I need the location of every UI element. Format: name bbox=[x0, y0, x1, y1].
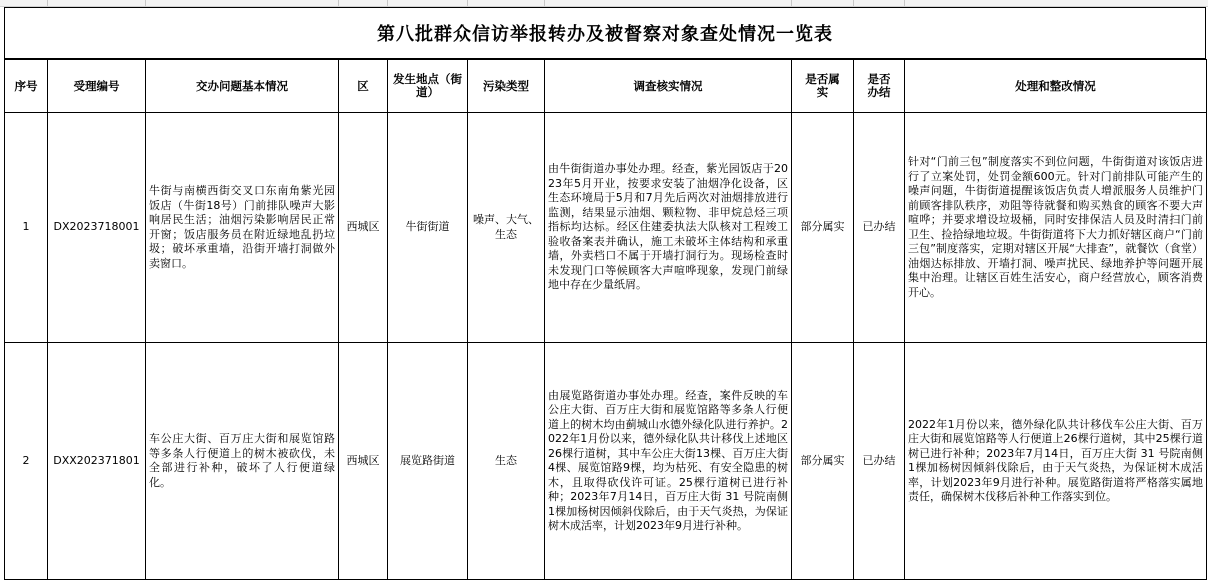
spreadsheet-column-strip bbox=[0, 0, 1208, 7]
header-investigation: 调查核实情况 bbox=[545, 60, 792, 113]
header-verified: 是否属实 bbox=[792, 60, 854, 113]
header-seq: 序号 bbox=[5, 60, 48, 113]
table-row bbox=[5, 113, 1207, 343]
cell-location: 牛街街道 bbox=[388, 113, 468, 343]
cell-seq: 1 bbox=[5, 113, 48, 343]
cell-pollution-type: 噪声、大气、生态 bbox=[468, 113, 545, 343]
cell-seq: 2 bbox=[5, 343, 48, 580]
cell-investigation: 由牛街街道办事处办理。经查，紫光园饭店于2023年5月开业，按要求安装了油烟净化设备，区生态环境局于5月和7月先后两次对油烟排放进行监测，结果显示油烟、颗粒物、非甲烷总烃三项指标均达标。经区住建委执法大队核对工程竣工验收备案表并确认，施工未破坏主体结构和承重墙，外卖档口不属于开墙打洞行为。现场检查时未发现门口等候顾客大声喧哗现象，发现门前绿地中存在少量纸屑。 bbox=[545, 113, 792, 343]
header-row bbox=[5, 60, 1207, 113]
cell-issue: 牛街与南横西街交叉口东南角紫光园饭店（牛街18号）门前排队噪声大影响居民生活；油烟污染影响居民正常开窗；饭店服务员在附近绿地乱扔垃圾；破坏承重墙，沿街开墙打洞做外卖窗口。 bbox=[146, 113, 339, 343]
cell-case-no: DX2023718001 bbox=[48, 113, 146, 343]
cell-district: 西城区 bbox=[339, 343, 388, 580]
cell-case-no: DXX202371801 bbox=[48, 343, 146, 580]
cell-closed: 已办结 bbox=[854, 343, 905, 580]
cell-verified: 部分属实 bbox=[792, 343, 854, 580]
cell-location: 展览路街道 bbox=[388, 343, 468, 580]
header-district: 区 bbox=[339, 60, 388, 113]
cell-handling: 针对“门前三包”制度落实不到位问题，牛街街道对该饭店进行了立案处罚，处罚金额600元。针对门前排队可能产生的噪声问题，牛街街道提醒该饭店负责人增派服务人员维护门前顾客排队秩序，劝阻等待就餐和购买熟食的顾客不要大声喧哗；并要求增设垃圾桶，同时安排保洁人员及时清扫门前卫生、捡拾绿地垃圾。牛街街道将下大力抓好辖区商户“门前三包”制度落实，定期对辖区开展“大排查”，就餐饮（食堂）油烟达标排放、开墙打洞、噪声扰民、绿地养护等问题开展集中治理。让辖区百姓生活安心，商户经营放心，顾客消费开心。 bbox=[905, 113, 1207, 343]
cell-verified: 部分属实 bbox=[792, 113, 854, 343]
cell-district: 西城区 bbox=[339, 113, 388, 343]
page-title: 第八批群众信访举报转办及被督察对象查处情况一览表 bbox=[4, 7, 1206, 59]
cell-investigation: 由展览路街道办事处办理。经查，案件反映的车公庄大街、百万庄大街和展览馆路等多条人行便道上的树木均由蓟城山水德外绿化队进行养护。2022年1月份以来，德外绿化队共计移伐上述地区26棵行道树，其中车公庄大街13棵、百万庄大街4棵、展览馆路9棵，均为枯死、有安全隐患的树木，且取得砍伐许可证。25棵行道树已进行补种；2023年7月14日，百万庄大街 31 号院南侧1棵加杨树因倾斜伐除后，由于天气炎热，为保证树木成活率，计划2023年9月进行补种。 bbox=[545, 343, 792, 580]
cell-issue: 车公庄大街、百万庄大街和展览馆路等多条人行便道上的树木被砍伐，未全部进行补种，破坏了人行便道绿化。 bbox=[146, 343, 339, 580]
cell-pollution-type: 生态 bbox=[468, 343, 545, 580]
table-row bbox=[5, 343, 1207, 580]
header-location: 发生地点（街道） bbox=[388, 60, 468, 113]
case-table bbox=[4, 59, 1207, 580]
header-handling: 处理和整改情况 bbox=[905, 60, 1207, 113]
cell-handling: 2022年1月份以来，德外绿化队共计移伐车公庄大街、百万庄大街和展览馆路等人行便道上26棵行道树，其中25棵行道树已进行补种；2023年7月14日，百万庄大街 31 号院南侧1棵加杨树因倾斜伐除后，由于天气炎热，为保证树木成活率，计划2023年9月进行补种。展览路街道将严格落实属地责任，确保树木伐移后补种工作落实到位。 bbox=[905, 343, 1207, 580]
header-pollution-type: 污染类型 bbox=[468, 60, 545, 113]
header-case-no: 受理编号 bbox=[48, 60, 146, 113]
header-closed: 是否办结 bbox=[854, 60, 905, 113]
cell-closed: 已办结 bbox=[854, 113, 905, 343]
header-issue: 交办问题基本情况 bbox=[146, 60, 339, 113]
